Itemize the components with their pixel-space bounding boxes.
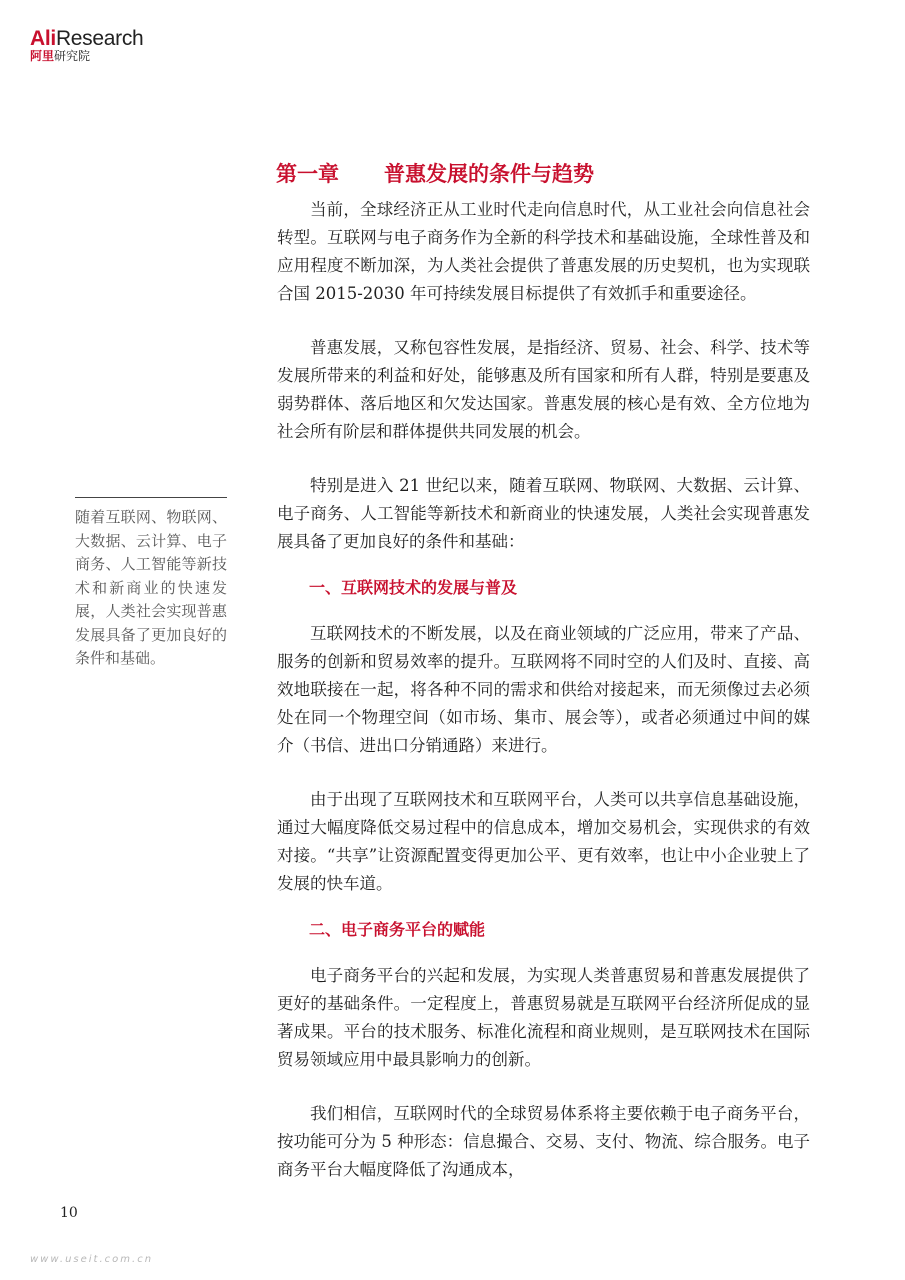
paragraph: 普惠发展，又称包容性发展，是指经济、贸易、社会、科学、技术等发展所带来的利益和好处，能够惠及所有国家和所有人群，特别是要惠及弱势群体、落后地区和欠发达国家。普惠发展的核心是有效、全方位地为社会所有阶层和群体提供共同发展的机会。: [277, 338, 810, 441]
sidebar-pull-quote: [75, 497, 227, 671]
section-heading-ecommerce: 二、电子商务平台的赋能: [309, 920, 486, 939]
chapter-title: 普惠发展的条件与趋势: [384, 162, 594, 186]
pull-quote-text: 随着互联网、物联网、大数据、云计算、电子商务、人工智能等新技术和新商业的快速发展，人类社会实现普惠发展具备了更加良好的条件和基础。: [75, 508, 227, 667]
logo-ali: Ali: [30, 27, 56, 50]
paragraph: 我们相信，互联网时代的全球贸易体系将主要依赖于电子商务平台，按功能可分为 5 种形态：信息撮合、交易、支付、物流、综合服务。电子商务平台大幅度降低了沟通成本，: [277, 1104, 810, 1179]
paragraph: 由于出现了互联网技术和互联网平台，人类可以共享信息基础设施，通过大幅度降低交易过程中的信息成本，增加交易机会，实现供求的有效对接。“共享”让资源配置变得更加公平、更有效率，也让中小企业驶上了发展的快车道。: [277, 790, 810, 893]
page-number: 10: [60, 1205, 78, 1221]
logo-subtitle: [30, 50, 143, 62]
paragraph: 互联网技术的不断发展，以及在商业领域的广泛应用，带来了产品、服务的创新和贸易效率的提升。互联网将不同时空的人们及时、直接、高效地联接在一起，将各种不同的需求和供给对接起来，而无须像过去必须处在同一个物理空间（如市场、集市、展会等），或者必须通过中间的媒介（书信、进出口分销通路）来进行。: [277, 624, 810, 755]
paragraph: 当前，全球经济正从工业时代走向信息时代，从工业社会向信息社会转型。互联网与电子商务作为全新的科学技术和基础设施，全球性普及和应用程度不断加深，为人类社会提供了普惠发展的历史契机，也为实现联合国 2015-2030 年可持续发展目标提供了有效抓手和重要途径。: [277, 200, 810, 303]
main-content: [277, 196, 810, 1184]
paragraph: 特别是进入 21 世纪以来，随着互联网、物联网、大数据、云计算、电子商务、人工智能等新技术和新商业的快速发展，人类社会实现普惠发展具备了更加良好的条件和基础：: [277, 476, 810, 551]
chapter-heading: [276, 158, 594, 188]
logo-sub-rest: 研究院: [54, 49, 91, 63]
section-heading-internet: 一、互联网技术的发展与普及: [309, 578, 518, 597]
aliresearch-logo: [30, 28, 143, 62]
logo-wordmark: [30, 28, 143, 49]
paragraph: 电子商务平台的兴起和发展，为实现人类普惠贸易和普惠发展提供了更好的基础条件。一定程度上，普惠贸易就是互联网平台经济所促成的显著成果。平台的技术服务、标准化流程和商业规则，是互联网技术在国际贸易领域应用中最具影响力的创新。: [277, 966, 810, 1069]
watermark: www.useit.com.cn: [30, 1254, 154, 1265]
chapter-number: 第一章: [276, 162, 339, 186]
logo-research: Research: [55, 27, 144, 50]
logo-sub-ali: 阿里: [30, 49, 55, 63]
